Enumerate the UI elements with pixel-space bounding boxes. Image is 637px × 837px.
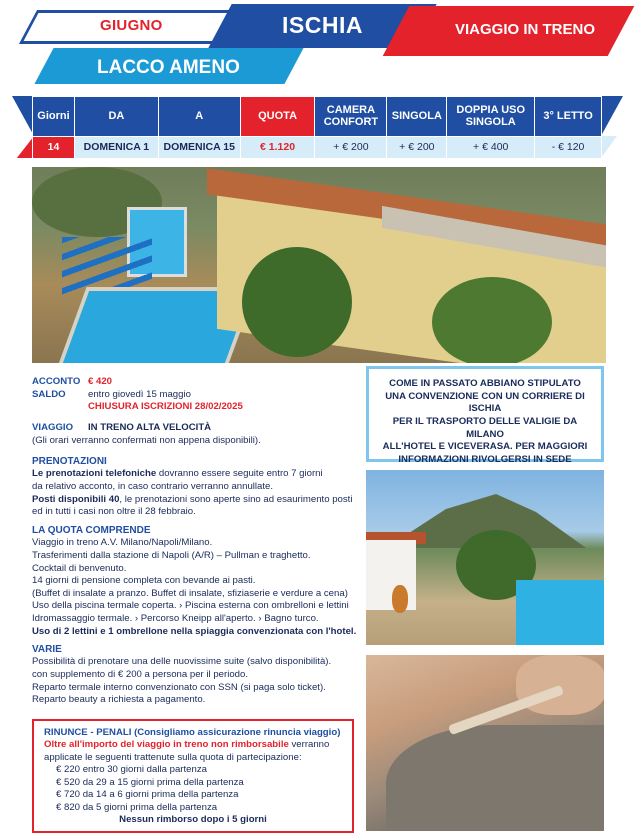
- info-line: COME IN PASSATO ABBIANO STIPULATO: [389, 378, 581, 389]
- info-line: UNA CONVENZIONE CON UN CORRIERE DI ISCHIA: [385, 390, 585, 415]
- text: dovranno essere seguite entro 7 giorni: [156, 468, 323, 480]
- text: ed in tutti i casi non oltre il 28 febbraio.: [32, 506, 196, 518]
- month-label: GIUGNO: [100, 17, 163, 34]
- table-cell: DOMENICA 15: [158, 137, 240, 159]
- list-item: [56, 777, 342, 789]
- header-cell: SINGOLA: [387, 97, 447, 137]
- header-cell: QUOTA: [240, 97, 315, 137]
- table-cell: + € 400: [447, 137, 535, 159]
- acconto-label: ACCONTO: [32, 376, 81, 387]
- penali-amount: € 220: [56, 764, 81, 776]
- penali-text: entro 30 giorni dalla partenza: [82, 764, 207, 776]
- chiusura-iscrizioni: CHIUSURA ISCRIZIONI 28/02/2025: [88, 401, 243, 413]
- penali-final: Nessun rimborso dopo i 5 giorni: [119, 814, 267, 826]
- table-edge-decoration: [601, 96, 623, 136]
- text-bold: Posti disponibili 40: [32, 493, 120, 505]
- viaggio-section: [32, 422, 362, 447]
- list-item: Possibilità di prenotare una delle nuovissime suite (salvo disponibilità).: [32, 656, 332, 668]
- penali-amount: € 520: [56, 776, 81, 788]
- table-cell: - € 120: [535, 137, 602, 159]
- penali-amount: € 720: [56, 789, 81, 801]
- penali-box: [32, 719, 354, 833]
- table-cell: + € 200: [387, 137, 447, 159]
- penali-text: da 14 a 6 giorni prima della partenza: [82, 789, 239, 801]
- list-item: Idromassaggio termale. › Percorso Kneipp all'aperto. › Bagno turco.: [32, 613, 319, 625]
- penali-red-line: Oltre all'importo del viaggio in treno non rimborsabile: [44, 739, 289, 751]
- price-table: [32, 96, 602, 159]
- header-cell: A: [158, 97, 240, 137]
- list-item: [56, 764, 342, 776]
- quota-comprende-section: [32, 524, 362, 638]
- penali-amount: € 820: [56, 801, 81, 813]
- table-cell: + € 200: [315, 137, 387, 159]
- viaggio-note: (Gli orari verranno confermati non appena disponibili).: [32, 434, 261, 446]
- penali-text: da 5 giorni prima della partenza: [82, 801, 218, 813]
- text: verranno: [288, 739, 330, 751]
- table-cell: € 1.120: [240, 137, 315, 159]
- luggage-info-box: [366, 366, 604, 465]
- header-cell: CAMERA CONFORT: [315, 97, 387, 137]
- hotel-title: LACCO AMENO: [97, 57, 240, 78]
- list-item: Uso della piscina termale coperta. › Piscina esterna con ombrelloni e lettini: [32, 600, 349, 612]
- prenotazioni-section: [32, 455, 362, 519]
- info-line: PER IL TRASPORTO DELLE VALIGIE DA MILANO: [392, 415, 578, 440]
- penali-text: da 29 a 15 giorni prima della partenza: [82, 776, 244, 788]
- section-heading: VARIE: [32, 644, 62, 655]
- section-heading: LA QUOTA COMPRENDE: [32, 525, 151, 536]
- info-line: INFORMAZIONI RIVOLGERSI IN SEDE: [398, 453, 572, 465]
- table-cell: DOMENICA 1: [74, 137, 158, 159]
- acconto-value: € 420: [88, 376, 113, 387]
- table-edge-decoration: [601, 136, 617, 158]
- varie-section: [32, 643, 362, 707]
- viaggio-label: VIAGGIO: [32, 422, 74, 433]
- table-cell: 14: [33, 137, 75, 159]
- list-item: 14 giorni di pensione completa con bevande ai pasti.: [32, 575, 256, 587]
- table-row: [33, 137, 602, 159]
- price-table-header: [33, 97, 602, 137]
- list-item: Trasferimenti dalla stazione di Napoli (A/R) – Pullman e traghetto.: [32, 549, 311, 561]
- transport-label: VIAGGIO IN TRENO: [455, 21, 596, 38]
- destination-title: ISCHIA: [282, 12, 363, 38]
- text-bold: Le prenotazioni telefoniche: [32, 468, 157, 480]
- penali-title: RINUNCE - PENALI (Consigliamo assicurazione rinuncia viaggio): [44, 727, 341, 738]
- list-item: [56, 789, 342, 801]
- list-item: con supplemento di € 200 a persona per il periodo.: [32, 668, 249, 680]
- penali-list: [44, 764, 342, 814]
- list-item: Uso di 2 lettini e 1 ombrellone nella spiaggia convenzionata con l'hotel.: [32, 625, 357, 637]
- header-cell: Giorni: [33, 97, 75, 137]
- viaggio-value: IN TRENO ALTA VELOCITÀ: [88, 422, 212, 433]
- pool-photo: [366, 470, 604, 645]
- payment-section: [32, 376, 362, 414]
- list-item: Cocktail di benvenuto.: [32, 562, 127, 574]
- section-heading: PRENOTAZIONI: [32, 456, 107, 467]
- saldo-label: SALDO: [32, 388, 66, 400]
- table-edge-decoration: [12, 96, 34, 136]
- penali-intro: applicate le seguenti trattenute sulla quota di partecipazione:: [44, 751, 302, 763]
- hotel-aerial-photo: [32, 167, 606, 363]
- mud-treatment-photo: [366, 655, 604, 831]
- list-item: Reparto termale interno convenzionato con SSN (si paga solo ticket).: [32, 681, 326, 693]
- list-item: (Buffet di insalate a pranzo. Buffet di insalate, sfiziaserie e verdure a cena): [32, 587, 348, 599]
- list-item: Viaggio in treno A.V. Milano/Napoli/Milano.: [32, 537, 213, 549]
- saldo-value: entro giovedì 15 maggio: [88, 388, 191, 400]
- header-cell: DOPPIA USO SINGOLA: [447, 97, 535, 137]
- table-edge-decoration: [12, 136, 34, 158]
- list-item: [56, 802, 342, 814]
- header-cell: 3° LETTO: [535, 97, 602, 137]
- header-cell: DA: [74, 97, 158, 137]
- info-line: ALL'HOTEL E VICEVERASA. PER MAGGIORI: [382, 441, 588, 453]
- list-item: Reparto beauty a richiesta a pagamento.: [32, 694, 206, 706]
- text: da relativo acconto, in caso contrario verranno annullate.: [32, 480, 274, 492]
- text: , le prenotazioni sono aperte sino ad esaurimento posti: [119, 493, 353, 505]
